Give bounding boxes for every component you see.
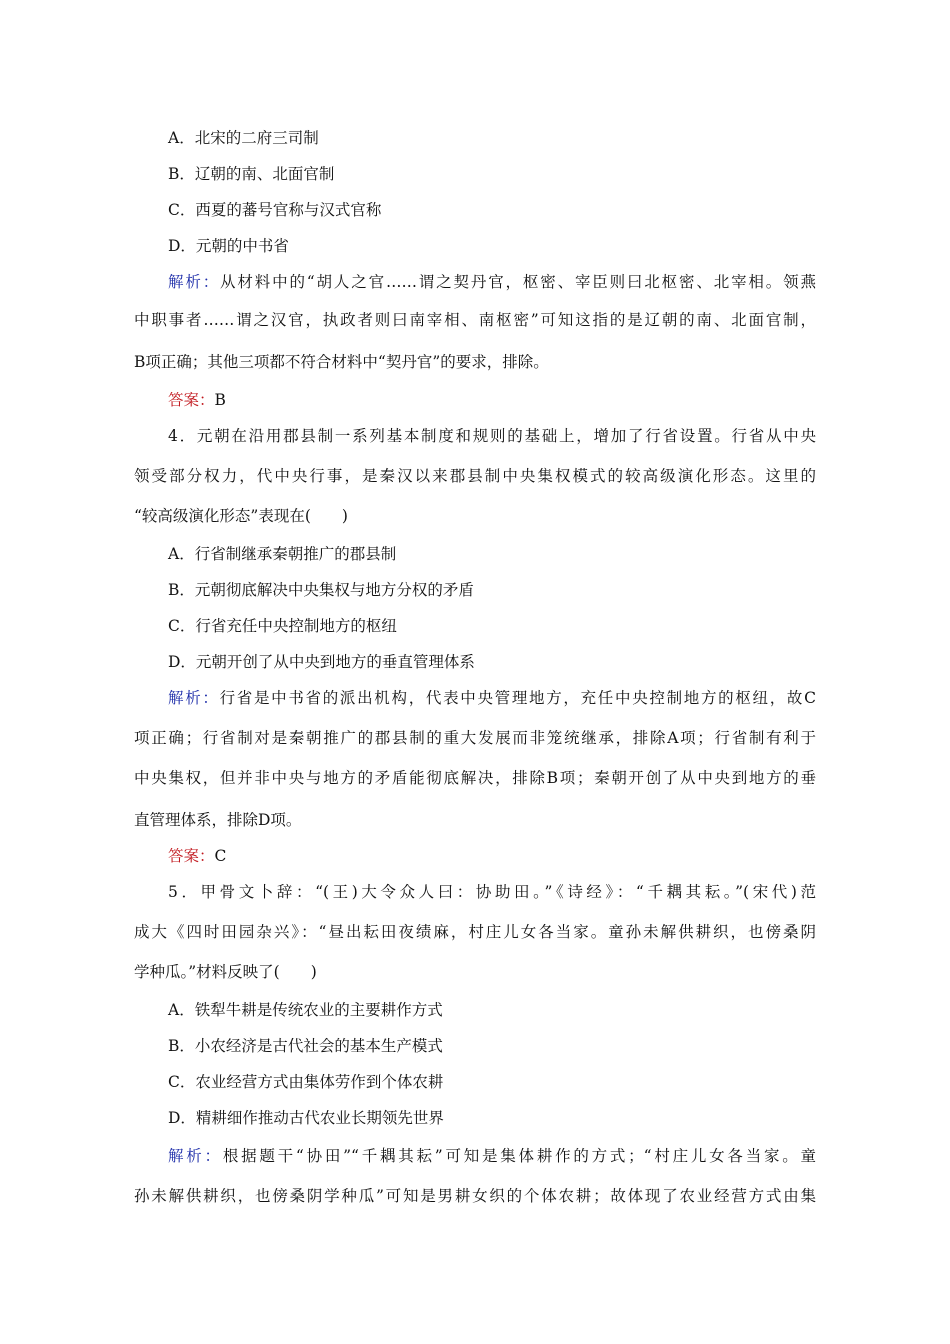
q4-stem-line-3: “较高级演化形态”表现在( ) — [134, 507, 348, 525]
q4-option-c: C．行省充任中央控制地方的枢纽 — [168, 617, 397, 635]
q4-analysis-label: 解析： — [168, 689, 220, 707]
q4-answer-value: C — [214, 847, 227, 865]
q5-analysis-label: 解析： — [168, 1147, 223, 1165]
q4-answer-label: 答案： — [168, 847, 215, 865]
q3-option-b: B．辽朝的南、北面官制 — [168, 165, 335, 183]
q4-option-a: A．行省制继承秦朝推广的郡县制 — [168, 545, 397, 563]
q3-analysis-line-1 — [168, 272, 816, 292]
q3-option-c: C．西夏的蕃号官称与汉式官称 — [168, 201, 382, 219]
q3-analysis-text-1: 从材料中的“胡人之官……谓之契丹官，枢密、宰臣则曰北枢密、北宰相。领燕 — [220, 273, 816, 291]
q5-stem-line-3: 学种瓜。”材料反映了( ) — [134, 963, 317, 981]
q4-analysis-line-1 — [168, 688, 816, 708]
q5-option-a: A．铁犁牛耕是传统农业的主要耕作方式 — [168, 1001, 443, 1019]
q5-analysis-line-2: 孙未解供耕织，也傍桑阴学种瓜”可知是男耕女织的个体农耕；故体现了农业经营方式由集 — [134, 1187, 816, 1205]
q3-analysis-line-3: B项正确；其他三项都不符合材料中“契丹官”的要求，排除。 — [134, 353, 549, 371]
q4-analysis-line-3: 中央集权，但并非中央与地方的矛盾能彻底解决，排除B项；秦朝开创了从中央到地方的垂 — [134, 769, 816, 787]
q5-analysis-text-1: 根据题干“协田”“千耦其耘”可知是集体耕作的方式；“村庄儿女各当家。童 — [222, 1147, 816, 1165]
q3-answer-value: B — [214, 391, 226, 409]
q3-analysis-label: 解析： — [168, 273, 221, 291]
q4-stem-line-1: 4．元朝在沿用郡县制一系列基本制度和规则的基础上，增加了行省设置。行省从中央 — [168, 427, 816, 445]
q4-analysis-line-2: 项正确；行省制对是秦朝推广的郡县制的重大发展而非笼统继承，排除A项；行省制有利于 — [134, 729, 816, 747]
q4-analysis-text-1: 行省是中书省的派出机构，代表中央管理地方，充任中央控制地方的枢纽，故C — [219, 689, 816, 707]
q4-stem-line-2: 领受部分权力，代中央行事，是秦汉以来郡县制中央集权模式的较高级演化形态。这里的 — [134, 467, 816, 485]
q5-option-c: C．农业经营方式由集体劳作到个体农耕 — [168, 1073, 444, 1091]
q3-analysis-line-2: 中职事者……谓之汉官，执政者则曰南宰相、南枢密”可知这指的是辽朝的南、北面官制， — [134, 311, 816, 329]
q5-option-b: B．小农经济是古代社会的基本生产模式 — [168, 1037, 443, 1055]
q4-option-b: B．元朝彻底解决中央集权与地方分权的矛盾 — [168, 581, 474, 599]
q3-answer-label: 答案： — [168, 391, 215, 409]
q4-answer — [168, 846, 226, 866]
q5-analysis-line-1 — [168, 1146, 816, 1166]
q5-option-d: D．精耕细作推动古代农业长期领先世界 — [168, 1109, 444, 1127]
q5-stem-line-1: 5．甲骨文卜辞：“(王)大令众人曰：协助田。”《诗经》：“千耦其耘。”(宋代)范 — [168, 883, 816, 901]
q4-option-d: D．元朝开创了从中央到地方的垂直管理体系 — [168, 653, 475, 671]
q3-answer — [168, 390, 226, 410]
q3-option-a: A．北宋的二府三司制 — [168, 129, 319, 147]
q4-analysis-line-4: 直管理体系，排除D项。 — [134, 811, 302, 829]
q5-stem-line-2: 成大《四时田园杂兴》：“昼出耘田夜绩麻，村庄儿女各当家。童孙未解供耕织，也傍桑阴 — [134, 923, 816, 941]
q3-option-d: D．元朝的中书省 — [168, 237, 289, 255]
